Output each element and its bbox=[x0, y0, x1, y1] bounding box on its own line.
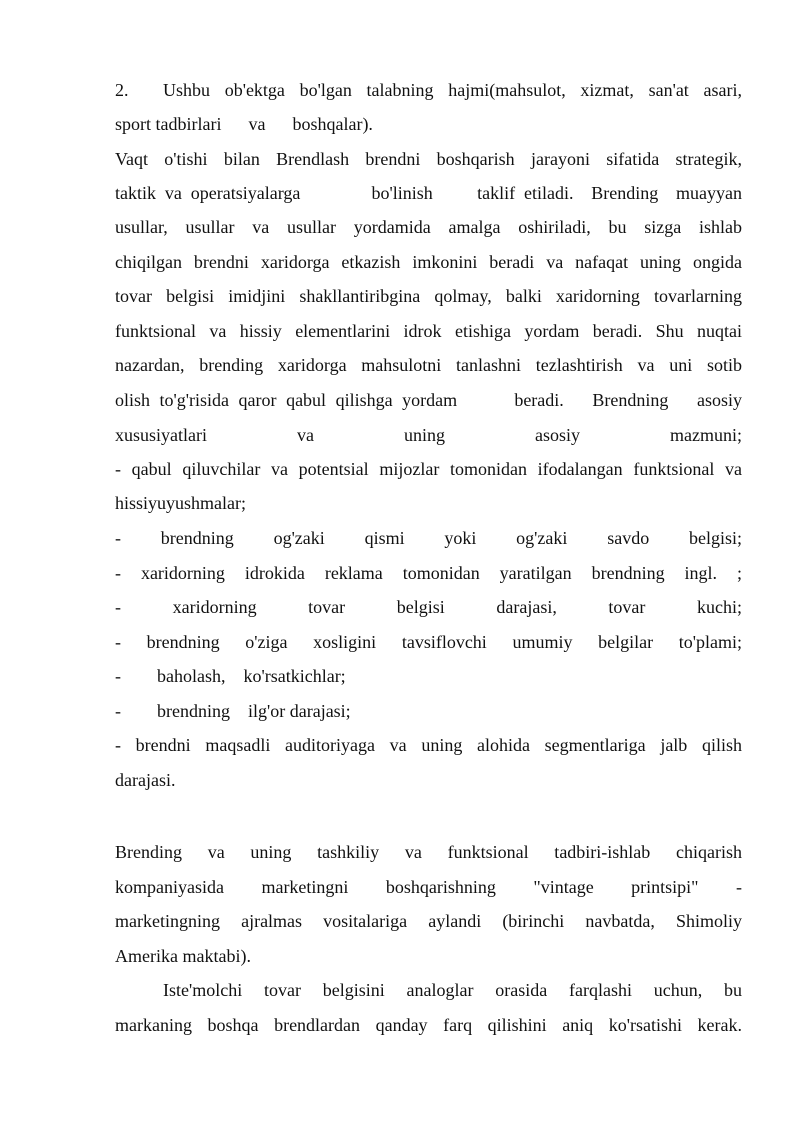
list-item: - brendning ilg'or darajasi; bbox=[115, 701, 351, 721]
text-line: sport tadbirlari va boshqalar). bbox=[115, 114, 373, 134]
text-line: taktik va operatsiyalarga bo'linish taklif etiladi. Brending muayyan bbox=[115, 183, 742, 203]
list-item: - xaridorning tovar belgisi darajasi, tovar kuchi; bbox=[115, 597, 742, 617]
text-line: Brending va uning tashkiliy va funktsional tadbiri-ishlab chiqarish bbox=[115, 842, 742, 862]
text-line: Vaqt o'tishi bilan Brendlash brendni boshqarish jarayoni sifatida strategik, bbox=[115, 149, 742, 169]
text-line: marketingning ajralmas vositalariga aylandi (birinchi navbatda, Shimoliy bbox=[115, 911, 742, 931]
item-number: 2. bbox=[115, 80, 129, 100]
list-item: - brendni maqsadli auditoriyaga va uning alohida segmentlariga jalb qilish bbox=[115, 735, 742, 755]
text-line: darajasi. bbox=[115, 770, 176, 790]
list-item: - xaridorning idrokida reklama tomonidan yaratilgan brendning ingl. ; bbox=[115, 563, 742, 583]
text-line bbox=[115, 78, 742, 102]
text-line: tovar belgisi imidjini shakllantiribgina qolmay, balki xaridorning tovarlarning bbox=[115, 286, 742, 306]
list-item: - brendning og'zaki qismi yoki og'zaki savdo belgisi; bbox=[115, 528, 742, 548]
list-item: - baholash, ko'rsatkichlar; bbox=[115, 666, 346, 686]
text-line: Amerika maktabi). bbox=[115, 946, 251, 966]
text-line: funktsional va hissiy elementlarini idrok etishiga yordam beradi. Shu nuqtai bbox=[115, 321, 742, 341]
text-line: xususiyatlari va uning asosiy mazmuni; bbox=[115, 425, 742, 445]
text-line: Iste'molchi tovar belgisini analoglar orasida farqlashi uchun, bu bbox=[163, 980, 742, 1000]
text-line: chiqilgan brendni xaridorga etkazish imkonini beradi va nafaqat uning ongida bbox=[115, 252, 742, 272]
list-item: - brendning o'ziga xosligini tavsiflovchi umumiy belgilar to'plami; bbox=[115, 632, 742, 652]
text-line: hissiyuyushmalar; bbox=[115, 493, 246, 513]
text-line: nazardan, brending xaridorga mahsulotni tanlashni tezlashtirish va uni sotib bbox=[115, 355, 742, 375]
text-line: usullar, usullar va usullar yordamida amalga oshiriladi, bu sizga ishlab bbox=[115, 217, 742, 237]
text-line-content: Ushbu ob'ektga bo'lgan talabning hajmi(mahsulot, xizmat, san'at asari, bbox=[163, 80, 742, 100]
text-line: - qabul qiluvchilar va potentsial mijozlar tomonidan ifodalangan funktsional va bbox=[115, 459, 742, 479]
text-line: kompaniyasida marketingni boshqarishning "vintage printsipi" - bbox=[115, 877, 742, 897]
text-line: olish to'g'risida qaror qabul qilishga yordam beradi. Brendning asosiy bbox=[115, 390, 742, 410]
text-line: markaning boshqa brendlardan qanday farq qilishini aniq ko'rsatishi kerak. bbox=[115, 1015, 742, 1035]
